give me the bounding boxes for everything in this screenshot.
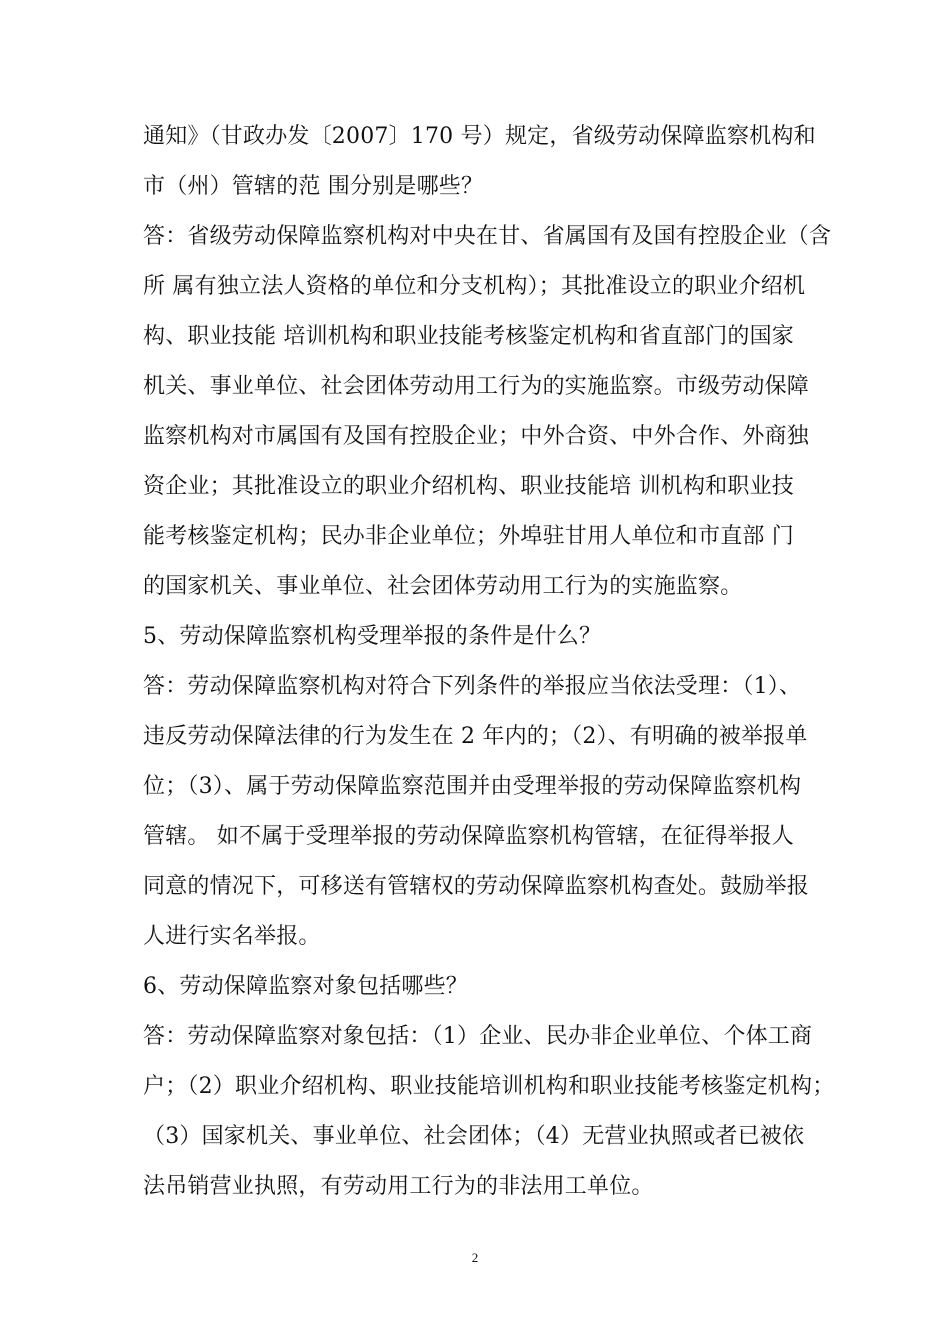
text-line: 构、职业技能 培训机构和职业技能考核鉴定机构和省直部门的国家: [143, 324, 794, 349]
text-line: 人进行实名举报。: [143, 924, 321, 949]
text-line: 答：劳动保障监察机构对符合下列条件的举报应当依法受理：（1）、: [143, 674, 802, 699]
text-line: 违反劳动保障法律的行为发生在 2 年内的；（2）、有明确的被举报单: [143, 724, 808, 749]
question-heading: 5、劳动保障监察机构受理举报的条件是什么？: [143, 624, 602, 649]
text-line: 机关、事业单位、社会团体劳动用工行为的实施监察。市级劳动保障: [143, 374, 810, 399]
text-line: 户；（2）职业介绍机构、职业技能培训机构和职业技能考核鉴定机构；: [143, 1074, 835, 1099]
text-line: 通知》（甘政办发〔2007〕170 号）规定，省级劳动保障监察机构和: [143, 124, 816, 149]
text-line: 能考核鉴定机构；民办非企业单位；外埠驻甘用人单位和市直部 门: [143, 524, 794, 549]
page-number: 2: [471, 1250, 479, 1265]
text-line: 法吊销营业执照，有劳动用工行为的非法用工单位。: [143, 1174, 654, 1199]
text-line: 同意的情况下，可移送有管辖权的劳动保障监察机构查处。鼓励举报: [143, 874, 810, 899]
text-line: （3）国家机关、事业单位、社会团体；（4）无营业执照或者已被依: [143, 1124, 805, 1149]
text-line: 位；（3）、属于劳动保障监察范围并由受理举报的劳动保障监察机构: [143, 774, 802, 799]
text-line: 所 属有独立法人资格的单位和分支机构）；其批准设立的职业介绍机: [143, 274, 806, 299]
question-heading: 6、劳动保障监察对象包括哪些？: [143, 974, 468, 999]
text-line: 市（州）管辖的范 围分别是哪些？: [143, 174, 484, 199]
text-line: 管辖。 如不属于受理举报的劳动保障监察机构管辖，在征得举报人: [143, 824, 794, 849]
text-line: 资企业；其批准设立的职业介绍机构、职业技能培 训机构和职业技: [143, 474, 794, 499]
text-line: 答：劳动保障监察对象包括：（1）企业、民办非企业单位、个体工商: [143, 1024, 813, 1049]
text-line: 监察机构对市属国有及国有控股企业；中外合资、中外合作、外商独: [143, 424, 810, 449]
text-line: 的国家机关、事业单位、社会团体劳动用工行为的实施监察。: [143, 574, 743, 599]
text-line: 答：省级劳动保障监察机构对中央在甘、省属国有及国有控股企业（含: [143, 224, 832, 249]
